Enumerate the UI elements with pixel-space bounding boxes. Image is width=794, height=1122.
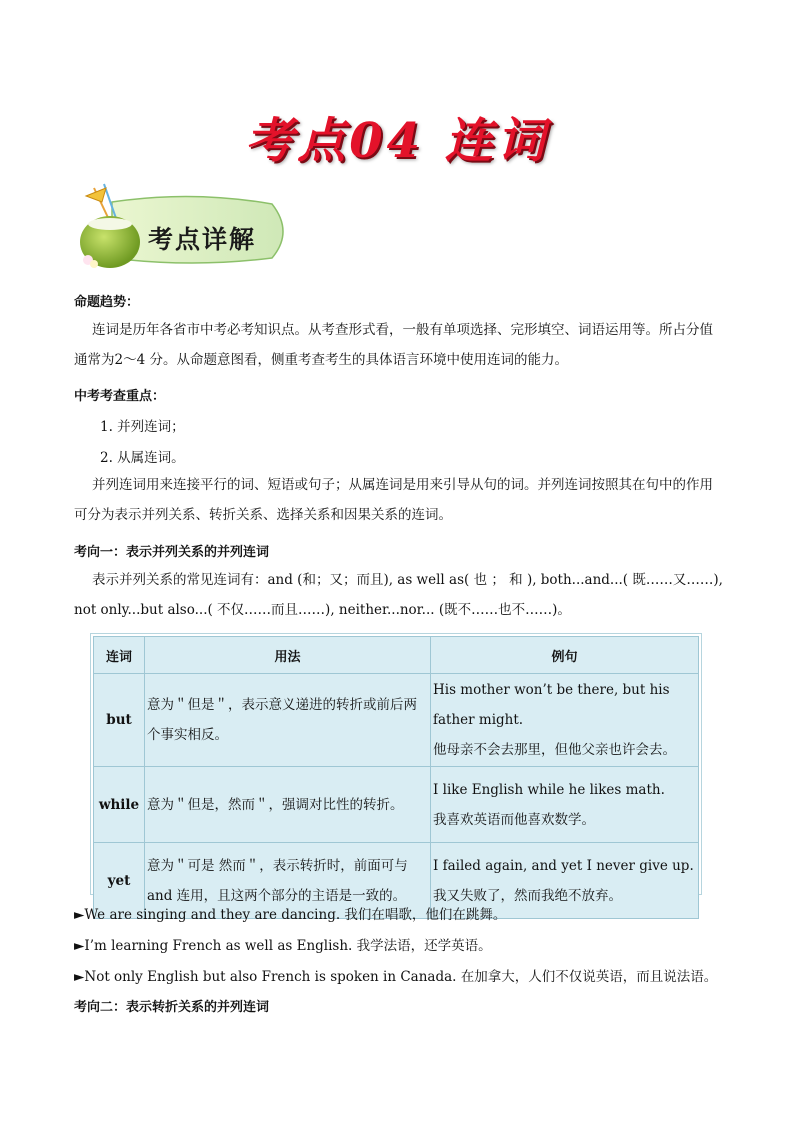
example-zh: 他母亲不会去那里，但他父亲也许会去。 (433, 742, 676, 758)
conjunction-table (93, 636, 699, 919)
usage-cell: 意为＂但是＂，表示意义递进的转折或前后两个事实相反。 (145, 674, 431, 767)
table-header-row (94, 637, 699, 674)
header-cell: 连词 (94, 637, 145, 674)
example-zh: 我又失败了，然而我绝不放弃。 (433, 887, 622, 904)
example-cell (431, 674, 699, 767)
banner-label: 考点详解 (148, 225, 257, 254)
example-en: I failed again, and yet I never give up. (433, 857, 694, 874)
direction1-body: 表示并列关系的常见连词有：and (和；又；而且), as well as( 也 ； 和 ), both...and...( 既……又……), not only...but also...( 不仅……而且……), neither...nor... (既不……也不……)。 (74, 572, 723, 618)
example-sentence: ►I’m learning French as well as English. 我学法语，还学英语。 (74, 938, 492, 954)
table-row (94, 674, 699, 767)
direction1-heading: 考向一：表示并列关系的并列连词 (74, 545, 270, 560)
word-cell: while (94, 767, 145, 843)
section1-body: 连词是历年各省市中考必考知识点。从考查形式看，一般有单项选择、完形填空、词语运用等。所占分值通常为2～4 分。从命题意图看，侧重考查考生的具体语言环境中使用连词的能力。 (74, 322, 713, 368)
example-zh: 我喜欢英语而他喜欢数学。 (433, 811, 595, 828)
section1-heading: 命题趋势： (74, 295, 140, 310)
point-item: 2. 从属连词。 (100, 450, 185, 466)
point-item: 1. 并列连词； (100, 419, 185, 435)
example-cell (431, 767, 699, 843)
coconut-drink-icon (80, 184, 140, 268)
usage-cell: 意为＂可是 然而＂，表示转折时，前面可与 and 连用，且这两个部分的主语是一致的。 (145, 843, 431, 919)
example-sentence: ►We are singing and they are dancing. 我们在唱歌，他们在跳舞。 (74, 907, 507, 923)
example-sentence: ►Not only English but also French is spoken in Canada. 在加拿大，人们不仅说英语，而且说法语。 (74, 969, 718, 985)
word-cell: yet (94, 843, 145, 919)
header-cell: 用法 (145, 637, 431, 674)
example-en: His mother won’t be there, but his father might. (433, 682, 670, 728)
usage-cell: 意为＂但是，然而＂，强调对比性的转折。 (145, 767, 431, 843)
section2-heading: 中考考查重点： (74, 389, 166, 404)
header-cell: 例句 (431, 637, 699, 674)
direction2-heading: 考向二：表示转折关系的并列连词 (74, 1000, 270, 1015)
example-en: I like English while he likes math. (433, 781, 665, 798)
table-row (94, 767, 699, 843)
word-cell: but (94, 674, 145, 767)
section2-body: 并列连词用来连接平行的词、短语或句子；从属连词是用来引导从句的词。并列连词按照其在句中的作用可分为表示并列关系、转折关系、选择关系和因果关系的连词。 (74, 477, 713, 523)
page-title: 考点04 连词 (245, 113, 549, 169)
